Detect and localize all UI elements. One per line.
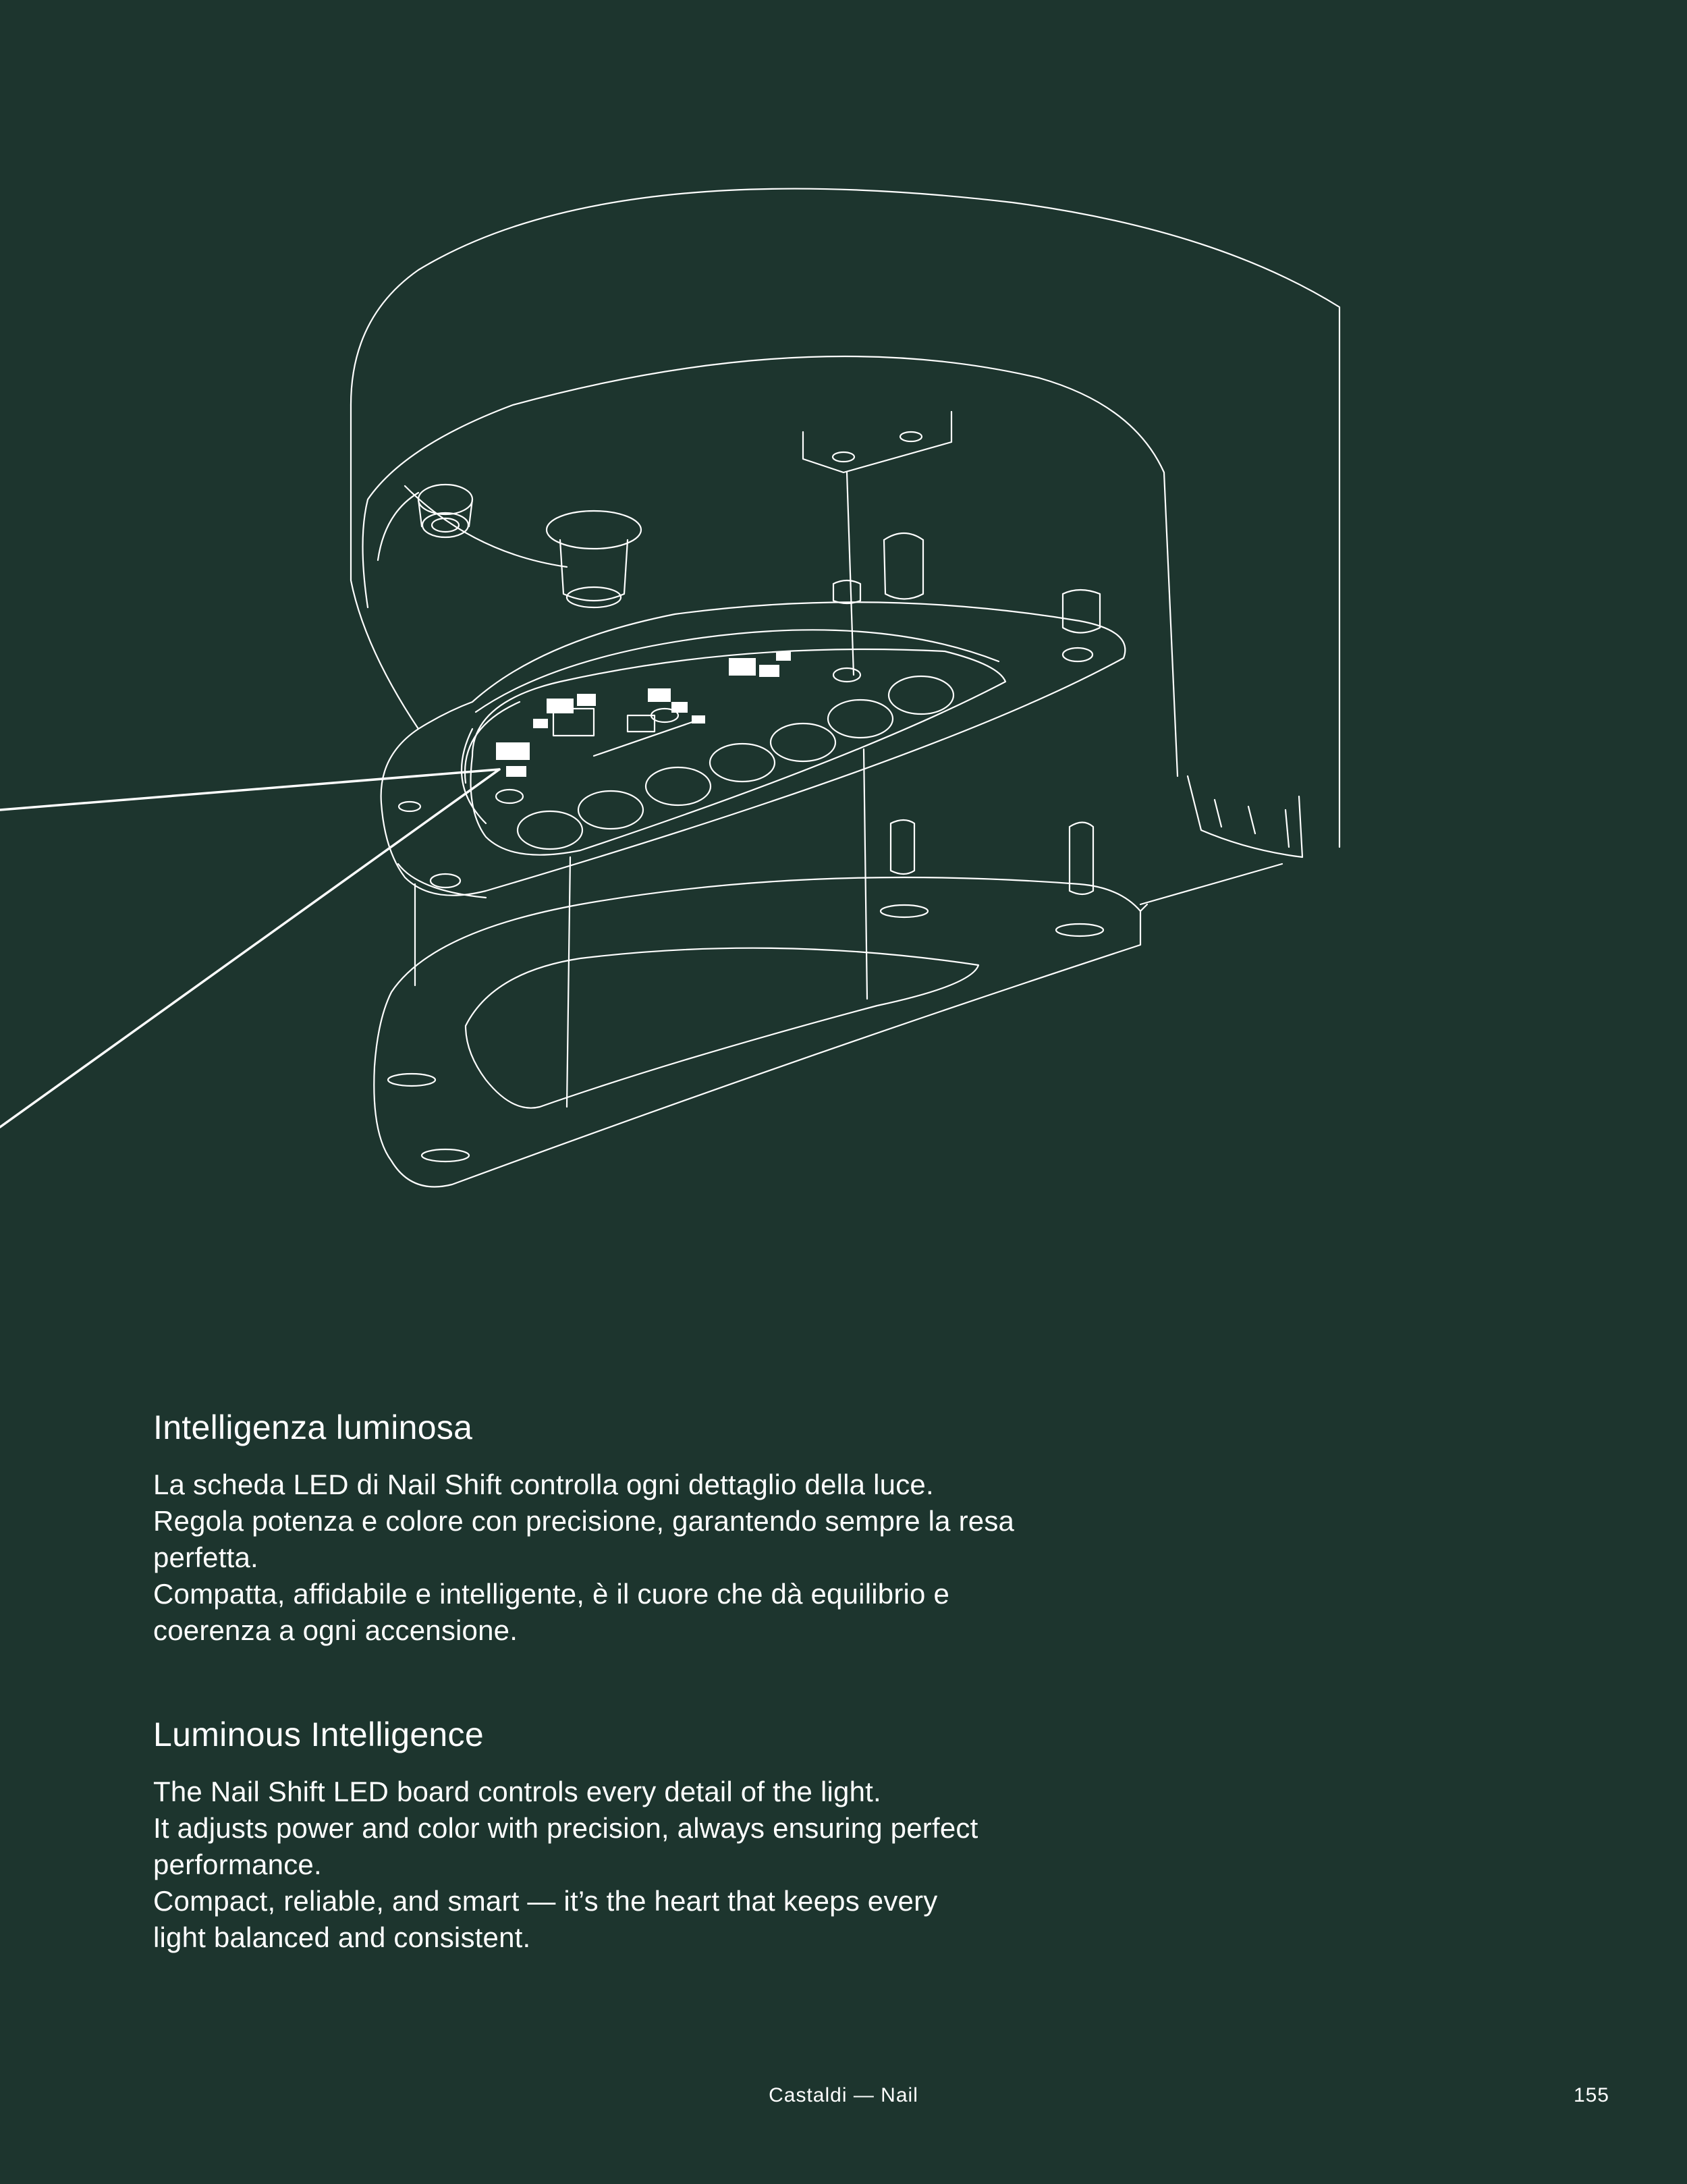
paragraph-line: Compact, reliable, and smart — it’s the heart that keeps every bbox=[153, 1885, 938, 1917]
paragraph-line: perfetta. bbox=[153, 1541, 258, 1573]
section-paragraph-english bbox=[153, 1774, 1206, 1956]
paragraph-line: La scheda LED di Nail Shift controlla ogni dettaglio della luce. bbox=[153, 1469, 934, 1500]
paragraph-line: The Nail Shift LED board controls every detail of the light. bbox=[153, 1776, 881, 1807]
page-number: 155 bbox=[1573, 2084, 1609, 2106]
section-heading-english: Luminous Intelligence bbox=[153, 1716, 484, 1753]
side-connector bbox=[1188, 776, 1302, 857]
english-section bbox=[153, 1714, 1206, 1956]
footer-caption: Castaldi — Nail bbox=[769, 2084, 918, 2106]
paragraph-line: performance. bbox=[153, 1849, 322, 1880]
paragraph-line: Regola potenza e colore con precisione, garantendo sempre la resa bbox=[153, 1505, 1015, 1537]
led-circuit-board bbox=[471, 649, 1006, 855]
paragraph-line: coerenza a ogni accensione. bbox=[153, 1614, 518, 1646]
section-paragraph-italian bbox=[153, 1467, 1206, 1649]
paragraph-line: Compatta, affidabile e intelligente, è il cuore che dà equilibrio e bbox=[153, 1578, 950, 1610]
base-ring bbox=[374, 877, 1140, 1186]
top-bracket bbox=[803, 412, 951, 472]
led-board-carrier bbox=[381, 602, 1126, 895]
led-lenses bbox=[496, 668, 953, 849]
callout-line-upper bbox=[0, 769, 499, 810]
paragraph-line: It adjusts power and color with precision, always ensuring perfect bbox=[153, 1812, 978, 1844]
paragraph-line: light balanced and consistent. bbox=[153, 1921, 531, 1953]
lamp-housing-inner bbox=[363, 356, 1178, 776]
callout-line-lower bbox=[0, 769, 499, 1127]
section-heading-italian: Intelligenza luminosa bbox=[153, 1409, 473, 1446]
board-chips bbox=[496, 651, 791, 777]
italian-section bbox=[153, 1407, 1206, 1649]
